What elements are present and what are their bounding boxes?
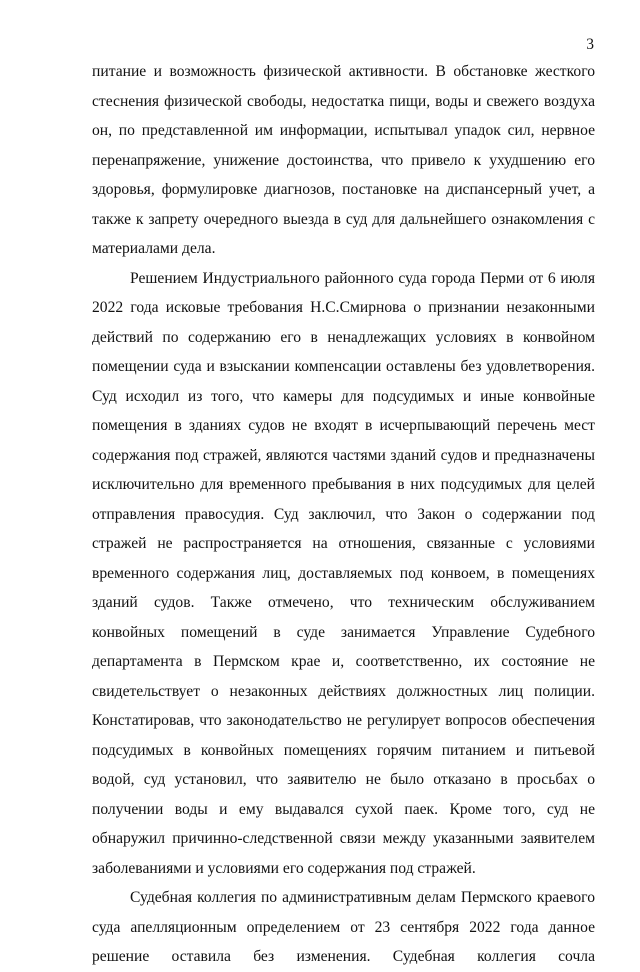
page-number: 3: [586, 36, 594, 53]
document-body: [92, 57, 595, 972]
paragraph-court-decision: Решением Индустриального районного суда города Перми от 6 июля 2022 года исковые требования Н.С.Смирнова о признании незаконными действий по содержанию его в ненадлежащих условиях в конвойном помещении суда и взыскании компенсации оставлены без удовлетворения. Суд исходил из того, что камеры для подсудимых и иные конвойные помещения в зданиях судов не входят в исчерпывающий перечень мест содержания под стражей, являются частями зданий судов и предназначены исключительно для временного пребывания в них подсудимых для целей отправления правосудия. Суд заключил, что Закон о содержании под стражей не распространяется на отношения, связанные с условиями временного содержания лиц, доставляемых под конвоем, в помещениях зданий судов. Также отмечено, что техническим обслуживанием конвойных помещений в суде занимается Управление Судебного департамента в Пермском крае и, соответственно, их состояние не свидетельствует о незаконных действиях должностных лиц полиции. Констатировав, что законодательство не регулирует вопросов обеспечения подсудимых в конвойных помещениях горячим питанием и питьевой водой, суд установил, что заявителю не было отказано в просьбах о получении воды и ему выдавался сухой паек. Кроме того, суд не обнаружил причинно-следственной связи между указанными заявителем заболеваниями и условиями его содержания под стражей.: [92, 269, 595, 877]
paragraph-continuation: питание и возможность физической активности. В обстановке жесткого стеснения физической свободы, недостатка пищи, воды и свежего воздуха он, по представленной им информации, испытывал упадок сил, нервное перенапряжение, унижение достоинства, что привело к ухудшению его здоровья, формулировке диагнозов, постановке на диспансерный учет, а также к запрету очередного выезда в суд для дальнейшего ознакомления с материалами дела.: [92, 63, 595, 257]
paragraph-appeal: Судебная коллегия по административным делам Пермского краевого суда апелляционным определением от 23 сентября 2022 года данное решение оставила без изменения. Судебная коллегия сочла: [92, 889, 595, 965]
